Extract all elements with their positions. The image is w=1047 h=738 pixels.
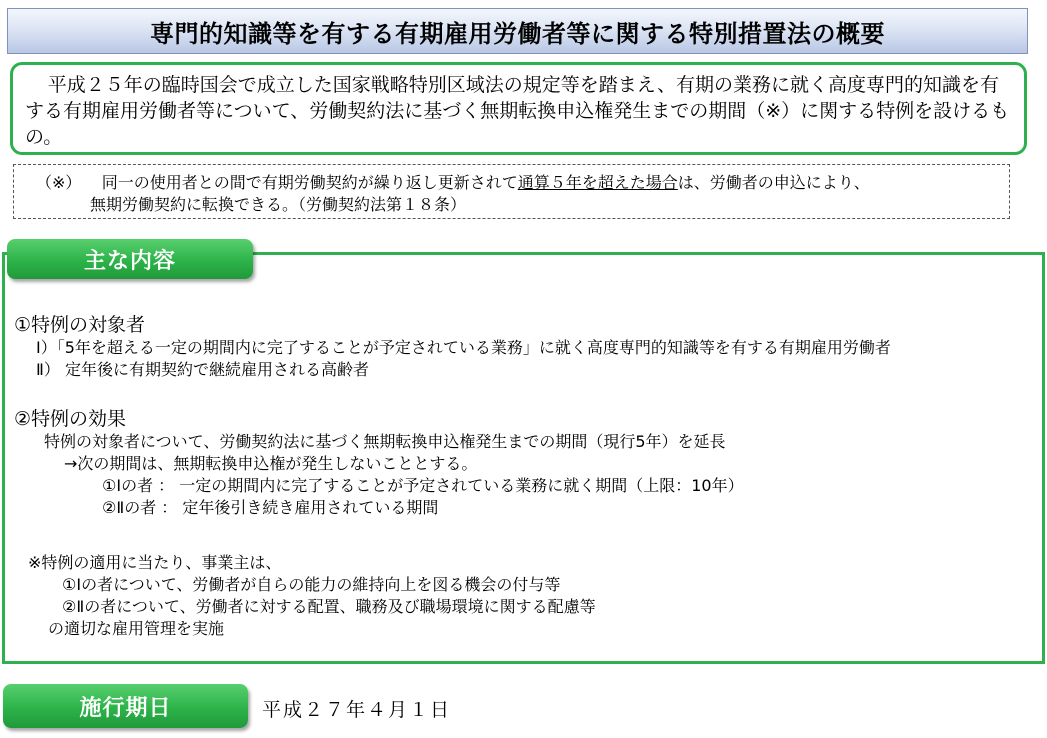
- page-title: [7, 8, 1028, 54]
- main-content-tab-label: 主な内容: [83, 248, 176, 274]
- section-effect: [14, 407, 744, 519]
- application-line-1: ※特例の適用に当たり、事業主は、: [28, 553, 282, 572]
- section-target-item-1: Ⅰ）「5年を超える一定の期間内に完了することが予定されている業務」に就く高度専門的知識等を有する有期雇用労働者: [36, 338, 891, 357]
- application-line-4: の適切な雇用管理を実施: [48, 619, 225, 638]
- note-box: [13, 164, 1010, 219]
- section-effect-line-4: ②Ⅱの者 ： 定年後引き続き雇用されている期間: [102, 498, 439, 517]
- enforcement-tab-label: 施行期日: [79, 695, 172, 721]
- section-effect-line-2: →次の期間は、無期転換申込権が発生しないこととする。: [64, 454, 478, 473]
- page-title-text: 専門的知識等を有する有期雇用労働者等に関する特別措置法の概要: [150, 19, 885, 48]
- enforcement-date: 平成２７年４月１日: [262, 699, 452, 721]
- application-line-2: ①Ⅰの者について、労働者が自らの能力の維持向上を図る機会の付与等: [62, 575, 561, 594]
- section-effect-line-3: ①Ⅰの者 ： 一定の期間内に完了することが予定されている業務に就く期間（上限：10年）: [102, 476, 744, 495]
- main-content-tab: [7, 239, 253, 279]
- section-application-note: [14, 552, 596, 640]
- application-line-3: ②Ⅱの者について、労働者に対する配置、職務及び職場環境に関する配慮等: [62, 597, 596, 616]
- section-effect-line-1: 特例の対象者について、労働契約法に基づく無期転換申込権発生までの期間（現行5年）を延長: [44, 432, 726, 451]
- section-target: [14, 313, 891, 381]
- note-mark: （※）: [36, 173, 82, 192]
- note-line-1: [36, 172, 1009, 194]
- enforcement-tab: [3, 684, 248, 728]
- note-line-2: 無期労働契約に転換できる。（労働契約法第１８条）: [90, 195, 467, 214]
- summary-box: [10, 62, 1027, 155]
- section-target-heading: ①特例の対象者: [14, 314, 146, 336]
- section-target-item-2: Ⅱ） 定年後に有期契約で継続雇用される高齢者: [36, 360, 369, 379]
- section-effect-heading: ②特例の効果: [14, 408, 127, 430]
- note-underlined: 通算５年を超えた場合: [517, 173, 678, 192]
- note-line1-a: 同一の使用者との間で有期労働契約が繰り返し更新されて: [101, 173, 518, 192]
- note-line1-b: は、労働者の申込により、: [677, 173, 870, 192]
- summary-text: 平成２５年の臨時国会で成立した国家戦略特別区域法の規定等を踏まえ、有期の業務に就く高度専門的知識を有する有期雇用労働者等について、労働契約法に基づく無期転換申込権発生までの期間（※）に関する特例を設けるもの。: [25, 74, 1010, 148]
